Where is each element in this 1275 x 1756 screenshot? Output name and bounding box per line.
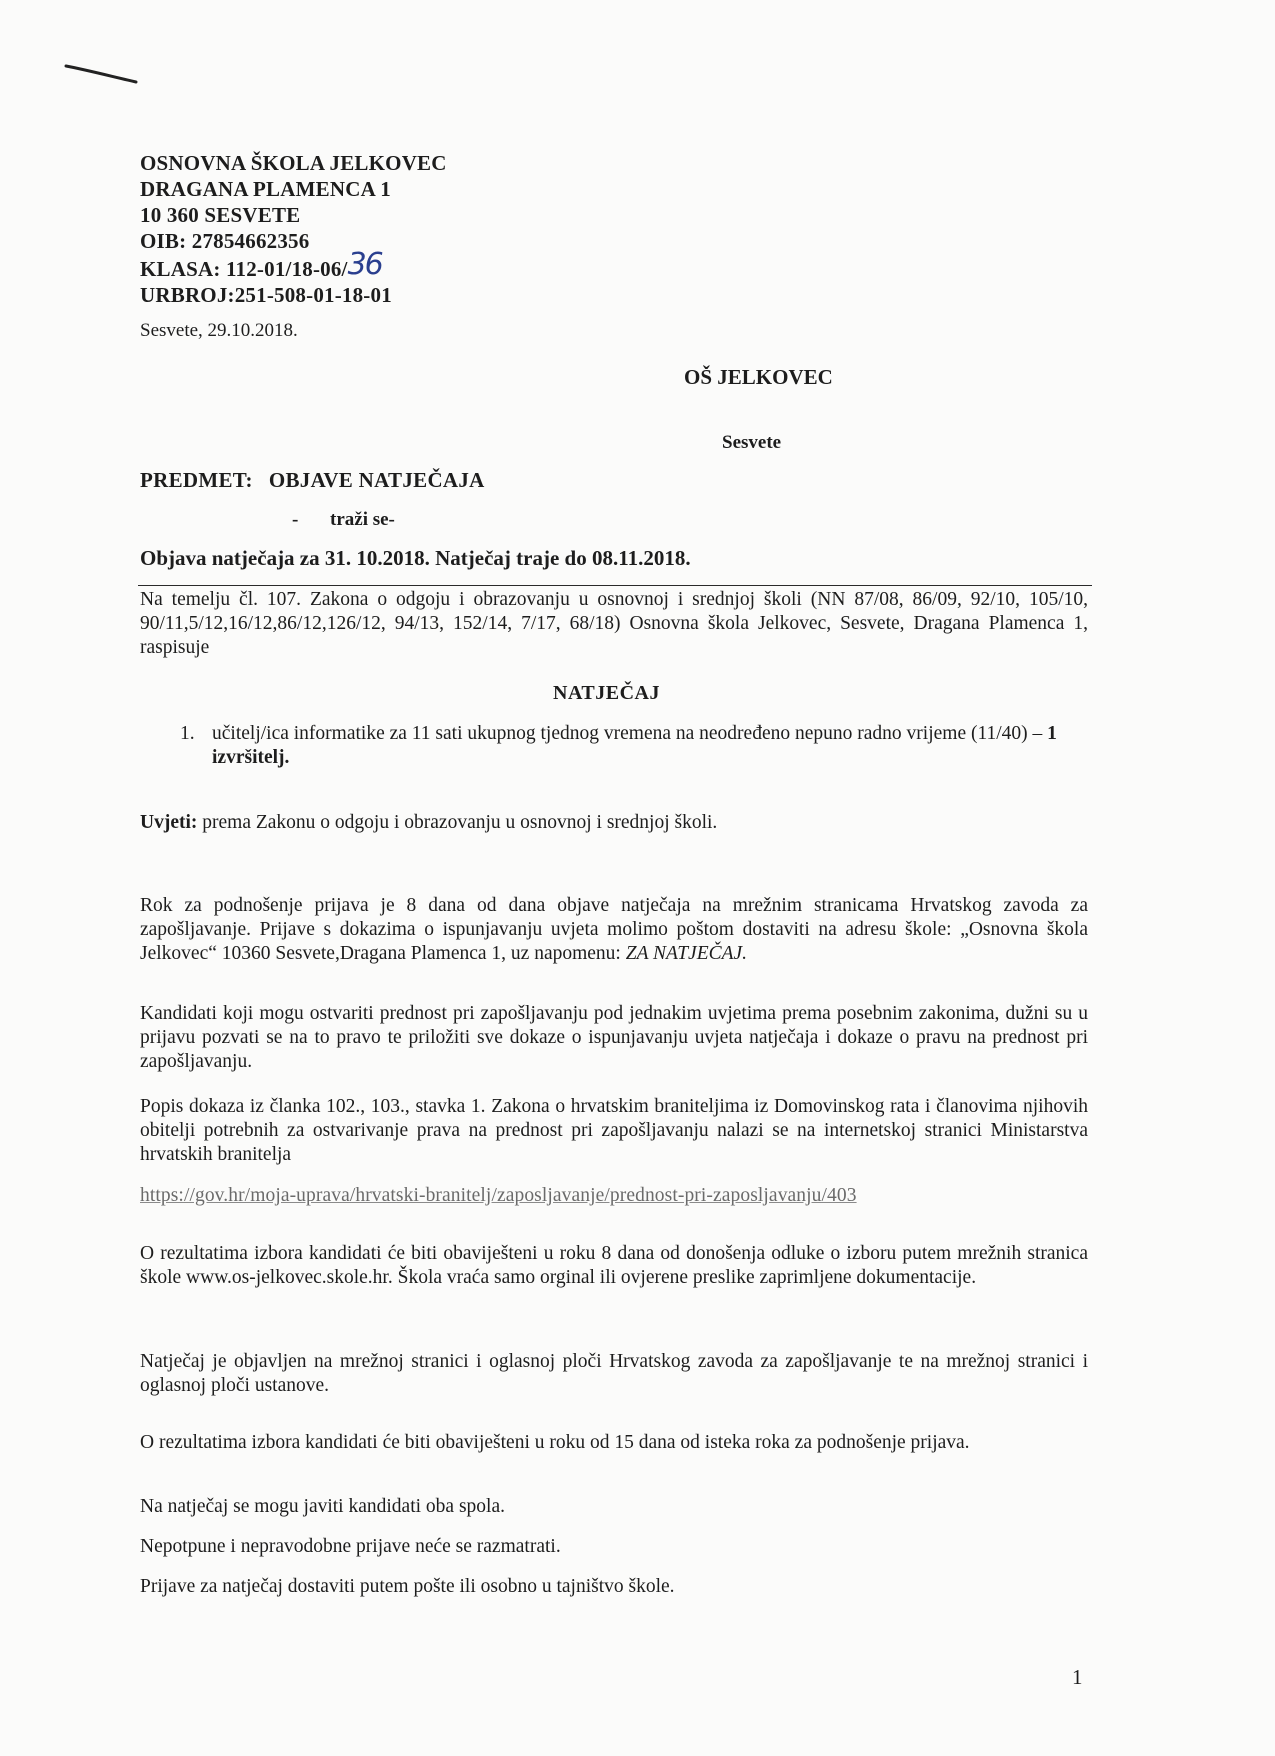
- conditions-label: Uvjeti:: [140, 812, 198, 833]
- results-paragraph-1: O rezultatima izbora kandidati će biti obaviješteni u roku 8 dana od donošenja odluke o izboru putem mrežnih stranica škole www.os-jelkovec.skole.hr. Škola vraća samo orginal ili ovjerene preslike zaprimljene dokumentacije.: [140, 1243, 1088, 1288]
- school-postal-city: 10 360 SESVETE: [140, 203, 301, 227]
- position-number: 1.: [180, 723, 195, 744]
- school-name: OSNOVNA ŠKOLA JELKOVEC: [140, 151, 447, 175]
- school-street: DRAGANA PLAMENCA 1: [140, 177, 391, 201]
- conditions-paragraph: [140, 811, 1088, 835]
- recipient-name: OŠ JELKOVEC: [684, 365, 833, 389]
- submission-line: Prijave za natječaj dostaviti putem pošte ili osobno u tajništvo škole.: [140, 1576, 675, 1597]
- published-paragraph: Natječaj je objavljen na mrežnoj stranici i oglasnoj ploči Hrvatskog zavoda za zapošljavanje te na mrežnoj stranici i oglasnoj ploči ustanove.: [140, 1351, 1088, 1396]
- deadline-paragraph: [140, 894, 1088, 966]
- evidence-list-paragraph: Popis dokaza iz članka 102., 103., stavka 1. Zakona o hrvatskim braniteljima iz Domovinskog rata i članovima njihovih obitelji potrebnih za ostvarivanje prava na prednost pri zapošljavanju nalazi se na internetskoj stranici Ministarstva hrvatskih branitelja: [140, 1096, 1088, 1165]
- school-oib: OIB: 27854662356: [140, 229, 310, 253]
- subject-text: OBJAVE NATJEČAJA: [268, 468, 485, 492]
- position-text: učitelj/ica informatike za 11 sati ukupnog tjednog vremena na neodređeno nepuno radno vrijeme (11/40) –: [212, 723, 1048, 744]
- klasa-line: [140, 247, 447, 282]
- ministry-link[interactable]: https://gov.hr/moja-uprava/hrvatski-branitelj/zaposljavanje/prednost-pri-zaposljavanju/403: [140, 1185, 857, 1206]
- position-text-wrap: [212, 722, 1060, 770]
- subject-dash: -: [292, 509, 299, 530]
- publication-line: Objava natječaja za 31. 10.2018. Natječaj traje do 08.11.2018.: [140, 546, 691, 570]
- subject-label: PREDMET:: [140, 468, 253, 492]
- section-heading: NATJEČAJ: [553, 682, 660, 704]
- deadline-note: ZA NATJEČAJ.: [625, 943, 748, 964]
- klasa-number: KLASA: 112-01/18-06/: [140, 257, 348, 281]
- results-paragraph-2: O rezultatima izbora kandidati će biti obaviješteni u roku od 15 dana od isteka roka za podnošenje prijava.: [140, 1432, 970, 1453]
- gender-line: Na natječaj se mogu javiti kandidati oba spola.: [140, 1496, 505, 1517]
- intro-paragraph: Na temelju čl. 107. Zakona o odgoju i obrazovanju u osnovnoj i srednjoj školi (NN 87/08, 86/09, 92/10, 105/10, 90/11,5/12,16/12,86/12,126/12, 94/13, 152/14, 7/17, 68/18) Osnovna škola Jelkovec, Sesvete, Dragana Plamenca 1, raspisuje: [140, 589, 1088, 658]
- document-date: Sesvete, 29.10.2018.: [140, 320, 298, 341]
- position-count: 1 izvršitelj.: [212, 723, 1057, 768]
- urbroj-line: URBROJ:251-508-01-18-01: [140, 283, 392, 307]
- recipient-city: Sesvete: [722, 432, 782, 453]
- subject-subtext: traži se-: [330, 509, 395, 530]
- divider-rule: [138, 585, 1092, 586]
- deadline-text: Rok za podnošenje prijava je 8 dana od dana objave natječaja na mrežnim stranicama Hrvatskog zavoda za zapošljavanje. Prijave s dokazima o ispunjavanju uvjeta molimo poštom dostaviti na adresu škole: „Osnovna škola Jelkovec“ 10360 Sesvete,Dragana Plamenca 1, uz napomenu:: [140, 895, 1088, 964]
- position-list-item: [180, 722, 1060, 770]
- conditions-text: prema Zakonu o odgoju i obrazovanju u osnovnoj i srednjoj školi.: [197, 812, 718, 833]
- sender-block: [140, 150, 447, 308]
- incomplete-applications-line: Nepotpune i nepravodobne prijave neće se razmatrati.: [140, 1536, 561, 1557]
- pen-stroke-mark: [62, 58, 142, 88]
- klasa-handwritten-number: 36: [347, 247, 382, 282]
- priority-paragraph: Kandidati koji mogu ostvariti prednost pri zapošljavanju pod jednakim uvjetima prema posebnim zakonima, dužni su u prijavu pozvati se na to pravo te priložiti sve dokaze o ispunjavanju uvjeta natječaja i dokaze o pravu na prednost pri zapošljavanju.: [140, 1003, 1088, 1072]
- page-number: 1: [1072, 1665, 1083, 1689]
- subject-line: [140, 468, 485, 493]
- subject-subline: [292, 509, 395, 531]
